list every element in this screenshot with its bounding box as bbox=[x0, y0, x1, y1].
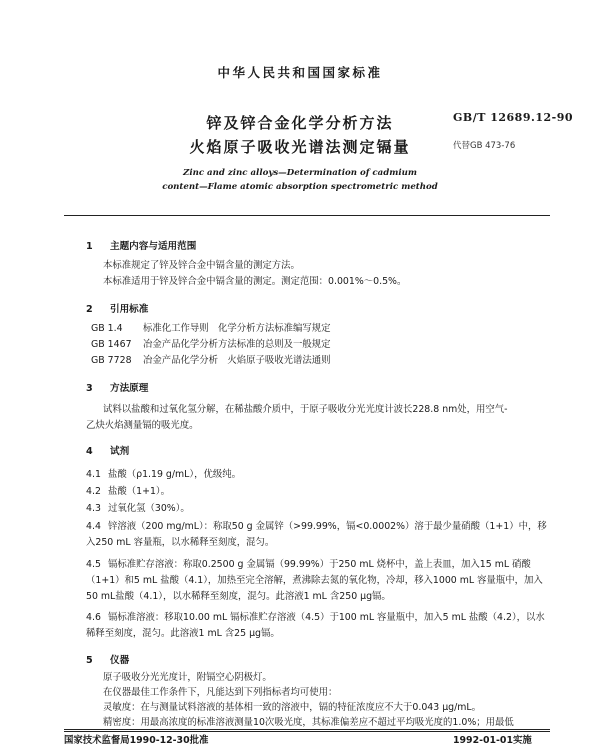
title-en-line1: Zinc and zinc alloys—Determination of cadmium bbox=[183, 168, 417, 178]
section-5-line4: 精密度：用最高浓度的标准溶液测量10次吸光度，其标准偏差应不超过平均吸光度的1.0%；用最低 bbox=[103, 717, 514, 728]
reagent-item bbox=[86, 484, 170, 499]
section-3-text-line2: 乙炔火焰测量镉的吸光度。 bbox=[86, 420, 199, 431]
section-5-heading bbox=[86, 652, 129, 666]
item-number: 4.3 bbox=[86, 503, 101, 514]
title-en-line2: content—Flame atomic absorption spectrometric method bbox=[162, 182, 438, 192]
section-title: 试剂 bbox=[110, 446, 130, 457]
section-title: 主题内容与适用范围 bbox=[110, 241, 197, 252]
reagent-item bbox=[86, 557, 531, 572]
section-number: 1 bbox=[86, 241, 93, 252]
section-title: 引用标准 bbox=[110, 304, 149, 315]
item-number: 4.2 bbox=[86, 486, 101, 497]
title-zh-line2: 火焰原子吸收光谱法测定镉量 bbox=[189, 138, 411, 156]
reagent-item bbox=[86, 610, 545, 625]
reference-title: 冶金产品化学分析方法标准的总则及一般规定 bbox=[143, 339, 331, 350]
reagent-item bbox=[86, 467, 241, 482]
section-number: 2 bbox=[86, 304, 93, 315]
reagent-item-continuation: 入250 mL 容量瓶，以水稀释至刻度，混匀。 bbox=[86, 537, 275, 548]
item-number: 4.4 bbox=[86, 521, 101, 532]
approval-date: 国家技术监督局1990-12-30批准 bbox=[64, 735, 209, 746]
section-1-para1: 本标准规定了锌及锌合金中镉含量的测定方法。 bbox=[103, 260, 300, 271]
item-text: 过氧化氢（30%）。 bbox=[108, 503, 190, 514]
section-1-para2: 本标准适用于锌及锌合金中镉含量的测定。测定范围：0.001%～0.5%。 bbox=[103, 276, 407, 287]
section-4-heading bbox=[86, 443, 129, 457]
section-2-heading bbox=[86, 301, 148, 315]
section-title: 仪器 bbox=[110, 655, 130, 666]
section-5-line2: 在仪器最佳工作条件下，凡能达到下列指标者均可使用： bbox=[103, 687, 338, 698]
reagent-item-continuation: 稀释至刻度，混匀。此溶液1 mL 含25 μg镉。 bbox=[86, 628, 280, 639]
reagent-item bbox=[86, 501, 190, 516]
reference-code: GB 1467 bbox=[91, 339, 132, 350]
section-3-text-line1: 试料以盐酸和过氧化氢分解，在稀盐酸介质中，于原子吸收分光光度计波长228.8 nm处，用空气- bbox=[103, 404, 508, 415]
title-zh-line1: 锌及锌合金化学分析方法 bbox=[206, 114, 394, 132]
section-3-heading bbox=[86, 380, 148, 394]
reagent-item bbox=[86, 519, 547, 534]
effective-date: 1992-01-01实施 bbox=[453, 735, 532, 746]
standard-number: GB/T 12689.12-90 bbox=[453, 111, 574, 124]
reagent-item-continuation: 50 mL盐酸（4.1），以水稀释至刻度，混匀。此溶液1 mL 含250 μg镉。 bbox=[86, 591, 391, 602]
national-standard-heading: 中华人民共和国国家标准 bbox=[217, 65, 383, 80]
reference-title: 冶金产品化学分析 火焰原子吸收光谱法通则 bbox=[143, 355, 331, 366]
reference-item bbox=[91, 337, 331, 352]
item-text-line1: 镉标准溶液：移取10.00 mL 镉标准贮存溶液（4.5）于100 mL 容量瓶中，加入5 mL 盐酸（4.2），以水 bbox=[108, 612, 545, 623]
reagent-item-continuation: （1+1）和5 mL 盐酸（4.1），加热至完全溶解，煮沸除去氮的氧化物，冷却，移入1000 mL 容量瓶中，加入 bbox=[86, 575, 543, 586]
section-number: 3 bbox=[86, 383, 93, 394]
item-number: 4.5 bbox=[86, 559, 101, 570]
item-number: 4.6 bbox=[86, 612, 101, 623]
item-text-line1: 锌溶液（200 mg/mL）：称取50 g 金属锌（>99.99%，镉<0.0002%）溶于最少量硝酸（1+1）中，移 bbox=[108, 521, 547, 532]
item-text: 盐酸（1+1）。 bbox=[108, 486, 170, 497]
section-5-line1: 原子吸收分光光度计，附镉空心阴极灯。 bbox=[103, 672, 272, 683]
reference-title: 标准化工作导则 化学分析方法标准编写规定 bbox=[143, 323, 331, 334]
reference-code: GB 1.4 bbox=[91, 323, 123, 334]
reference-item bbox=[91, 353, 331, 368]
item-number: 4.1 bbox=[86, 469, 101, 480]
section-number: 4 bbox=[86, 446, 93, 457]
replaces-standard: 代替GB 473-76 bbox=[453, 141, 516, 151]
section-number: 5 bbox=[86, 655, 93, 666]
section-1-heading bbox=[86, 238, 196, 252]
section-5-line3: 灵敏度：在与测量试料溶液的基体相一致的溶液中，镉的特征浓度应不大于0.043 μg/mL。 bbox=[103, 702, 482, 713]
section-title: 方法原理 bbox=[110, 383, 149, 394]
reference-item bbox=[91, 321, 331, 336]
item-text: 盐酸（ρ1.19 g/mL），优级纯。 bbox=[108, 469, 241, 480]
reference-code: GB 7728 bbox=[91, 355, 132, 366]
item-text-line1: 镉标准贮存溶液：称取0.2500 g 金属镉（99.99%）于250 mL 烧杯中，盖上表皿，加入15 mL 硝酸 bbox=[108, 559, 531, 570]
header-divider bbox=[64, 215, 550, 216]
